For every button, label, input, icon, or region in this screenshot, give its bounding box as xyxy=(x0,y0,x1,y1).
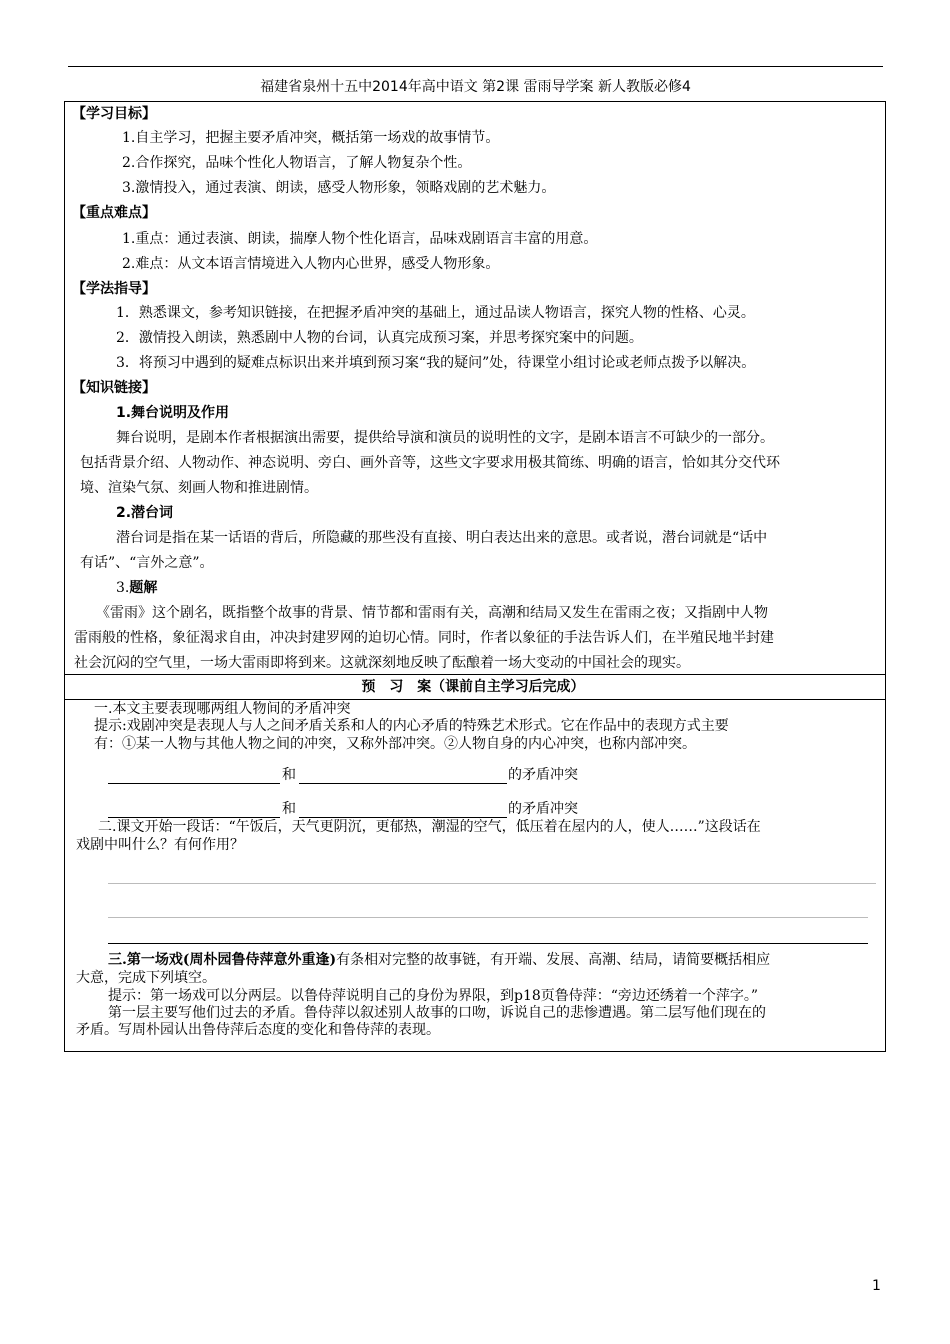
page-header: 福建省泉州十五中2014年高中语文 第2课 雷雨导学案 新人教版必修4 xyxy=(260,79,691,95)
title-explanation-text: 雷雨般的性格，象征渴求自由，冲决封建罗网的迫切心情。同时，作者以象征的手法告诉人们，在半殖民地半封建 xyxy=(74,630,774,646)
answer-line[interactable] xyxy=(108,943,868,944)
keypoint-item: 1.重点：通过表演、朗读，揣摩人物个性化语言，品味戏剧语言丰富的用意。 xyxy=(122,231,598,247)
subtext-text: 有话”、“言外之意”。 xyxy=(80,555,214,571)
method-item: 3．将预习中遇到的疑难点标识出来并填到预习案“我的疑问”处，待课堂小组讨论或老师点拨予以解决。 xyxy=(116,355,756,371)
method-heading: 【学法指导】 xyxy=(72,281,156,297)
answer-line[interactable] xyxy=(108,883,876,884)
stage-direction-text: 舞台说明，是剧本作者根据演出需要，提供给导演和演员的说明性的文字，是剧本语言不可缺少的一部分。 xyxy=(116,430,774,446)
question-3-hint: 提示：第一场戏可以分两层。以鲁侍萍说明自己的身份为界限，到p18页鲁侍萍：“旁边还绣着一个萍字。” xyxy=(108,988,759,1004)
question-2: 二.课文开始一段话：“午饭后，天气更阴沉，更郁热，潮湿的空气，低压着在屋内的人，使人……”这段话在 xyxy=(98,819,761,835)
answer-blank[interactable] xyxy=(299,783,507,784)
top-rule xyxy=(68,66,883,67)
keypoints-heading: 【重点难点】 xyxy=(72,205,156,221)
method-item: 2．激情投入朗读，熟悉剧中人物的台词，认真完成预习案，并思考探究案中的问题。 xyxy=(116,330,643,346)
page-number: 1 xyxy=(872,1278,881,1294)
question-3-hint: 第一层主要写他们过去的矛盾。鲁侍萍以叙述别人故事的口吻，诉说自己的悲惨遭遇。第二层写他们现在的 xyxy=(108,1005,766,1021)
title-explanation-text: 《雷雨》这个剧名，既指整个故事的背景、情节都和雷雨有关，高潮和结局又发生在雷雨之夜；又指剧中人物 xyxy=(96,605,768,621)
and-label: 和 xyxy=(282,801,296,817)
goal-item: 3.激情投入，通过表演、朗读，感受人物形象，领略戏剧的艺术魅力。 xyxy=(122,180,556,196)
preview-divider-top xyxy=(64,674,886,675)
question-3-hint: 矛盾。写周朴园认出鲁侍萍后态度的变化和鲁侍萍的表现。 xyxy=(76,1022,440,1038)
goals-heading: 【学习目标】 xyxy=(72,106,156,122)
title-explanation-title: 题解 xyxy=(129,580,158,596)
preview-title: 预 习 案（课前自主学习后完成） xyxy=(361,679,585,695)
goal-item: 2.合作探究，品味个性化人物语言，了解人物复杂个性。 xyxy=(122,155,472,171)
goal-item: 1.自主学习，把握主要矛盾冲突，概括第一场戏的故事情节。 xyxy=(122,130,500,146)
question-1-hint: 有：①某一人物与其他人物之间的冲突，又称外部冲突。②人物自身的内心冲突，也称内部冲突。 xyxy=(94,736,696,752)
title-explanation-text: 社会沉闷的空气里，一场大雷雨即将到来。这就深刻地反映了酝酿着一场大变动的中国社会的现实。 xyxy=(74,655,690,671)
answer-line[interactable] xyxy=(108,917,868,918)
conflict-label: 的矛盾冲突 xyxy=(508,801,578,817)
title-explanation-heading xyxy=(116,578,157,598)
subtext-title: 2.潜台词 xyxy=(116,505,174,521)
title-explanation-number: 3. xyxy=(116,580,130,596)
question-3-text: 有条相对完整的故事链，有开端、发展、高潮、结局，请简要概括相应 xyxy=(336,952,771,968)
stage-direction-title: 1.舞台说明及作用 xyxy=(116,405,230,421)
stage-direction-text: 包括背景介绍、人物动作、神态说明、旁白、画外音等，这些文字要求用极其简练、明确的语言，恰如其分交代环 xyxy=(80,455,780,471)
answer-blank[interactable] xyxy=(108,783,280,784)
question-1: 一.本文主要表现哪两组人物间的矛盾冲突 xyxy=(94,701,351,717)
subtext-text: 潜台词是指在某一话语的背后，所隐藏的那些没有直接、明白表达出来的意思。或者说，潜台词就是“话中 xyxy=(116,530,768,546)
question-2: 戏剧中叫什么？有何作用？ xyxy=(76,837,244,853)
question-3-title: 三.第一场戏(周朴园鲁侍萍意外重逢) xyxy=(108,952,337,968)
keypoint-item: 2.难点：从文本语言情境进入人物内心世界，感受人物形象。 xyxy=(122,256,500,272)
method-item: 1．熟悉课文，参考知识链接，在把握矛盾冲突的基础上，通过品读人物语言，探究人物的性格、心灵。 xyxy=(116,305,755,321)
question-3-text: 大意，完成下列填空。 xyxy=(76,970,216,986)
stage-direction-text: 境、渲染气氛、刻画人物和推进剧情。 xyxy=(80,480,318,496)
question-1-hint: 提示:戏剧冲突是表现人与人之间矛盾关系和人的内心矛盾的特殊艺术形式。它在作品中的表现方式主要 xyxy=(94,718,729,734)
knowledge-heading: 【知识链接】 xyxy=(72,380,156,396)
question-3 xyxy=(108,950,770,970)
and-label: 和 xyxy=(282,767,296,783)
conflict-label: 的矛盾冲突 xyxy=(508,767,578,783)
